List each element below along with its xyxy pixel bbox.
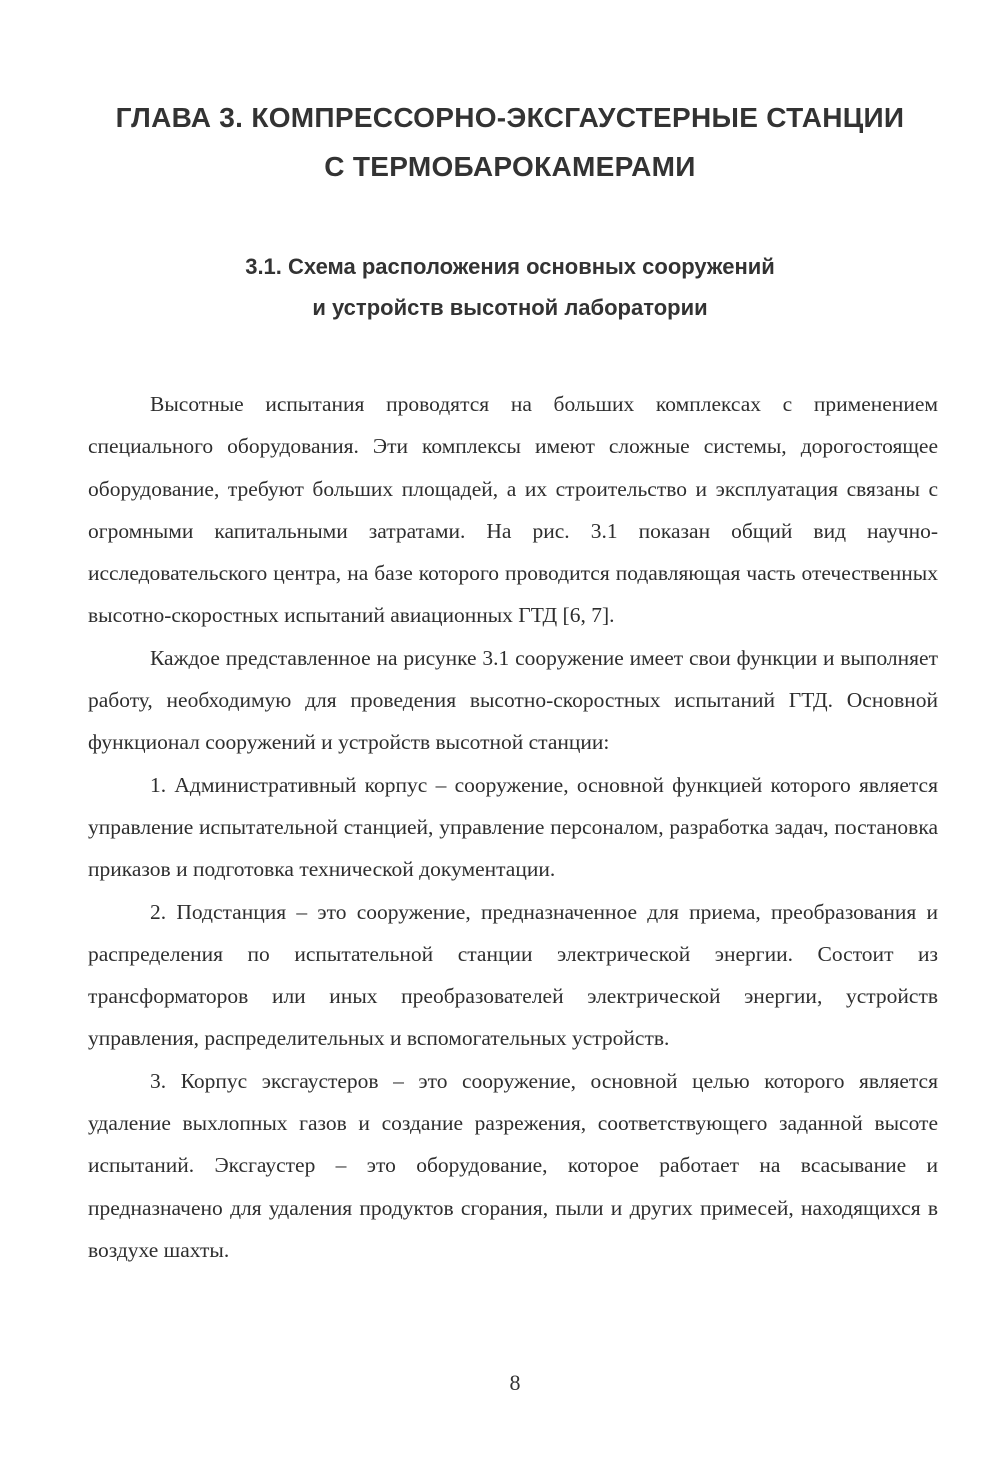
paragraph-functions: Каждое представленное на рисунке 3.1 сооружение имеет свои функции и выполняет работу, необходимую для проведения высотно-скоростных испытаний ГТД. Основной функционал сооружений и устройств высотной станции: [88,645,938,755]
chapter-title-line-2: С ТЕРМОБАРОКАМЕРАМИ [324,151,696,182]
page-number: 8 [509,1370,521,1395]
paragraph-intro: Высотные испытания проводятся на больших комплексах с применением специального оборудования. Эти комплексы имеют сложные системы, дорогостоящее оборудование, требуют больших площадей, а их строительство и эксплуатация связаны с огромными капитальными затратами. На рис. 3.1 показан общий вид научно-исследовательского центра, на базе которого проводится подавляющая часть отечественных высотно-скоростных испытаний авиационных ГТД [6, 7]. [88,392,938,628]
chapter-title-line-1: ГЛАВА 3. КОМПРЕССОРНО-ЭКСГАУСТЕРНЫЕ СТАНЦИИ [115,102,905,133]
list-item-substation: 2. Подстанция – это сооружение, предназначенное для приема, преобразования и распределения по испытательной станции электрической энергии. Состоит из трансформаторов или иных преобразователей электрической энергии, устройств управления, распределительных и вспомогательных устройств. [88,899,938,1051]
body-text [88,383,938,1271]
list-item-exhauster-building: 3. Корпус эксгаустеров – это сооружение, основной целью которого является удаление выхлопных газов и создание разрежения, соответствующего заданной высоте испытаний. Эксгаустер – это оборудование, которое работает на всасывание и предназначено для удаления продуктов сгорания, пыли и других примесей, находящихся в воздухе шахты. [88,1068,938,1262]
section-title-line-1: 3.1. Схема расположения основных сооружений [245,254,775,279]
list-item-admin-building: 1. Административный корпус – сооружение, основной функцией которого является управление испытательной станцией, управление персоналом, разработка задач, постановка приказов и подготовка технической документации. [88,772,938,882]
section-title-line-2: и устройств высотной лаборатории [312,295,708,320]
